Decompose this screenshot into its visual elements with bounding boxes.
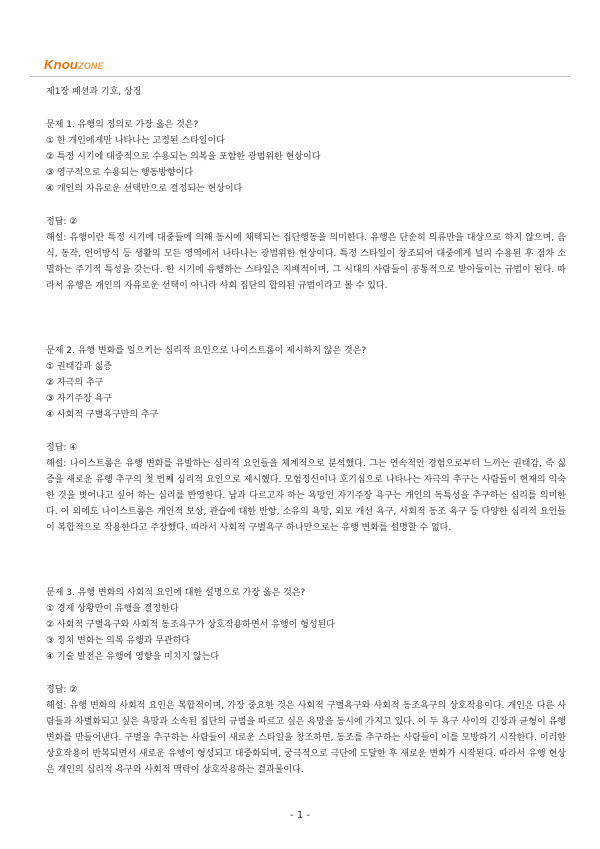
option-item: ② 특정 시기에 대중적으로 수용되는 의복을 포함한 광범위한 현상이다	[46, 152, 321, 162]
option-item: ④ 기술 발전은 유행에 영향을 미치지 않는다	[46, 652, 220, 662]
chapter-title: 제1장 패션과 기호, 상징	[46, 87, 142, 97]
option-item: ④ 사회적 구별욕구만의 추구	[46, 410, 159, 420]
explanation-text: 해설: 유행이란 특정 시기에 대중들에 의해 동시에 채택되는 집단행동을 의미한다. 유행은 단순히 의류만을 대상으로 하지 않으며, 음식, 동작, 언어방식 등 생활의 모든 영역에서 나타나는 광범위한 현상이다. 특정 스타일이 창조되어 대중에게 널리 수용된 후 점차 소멸하는 주기적 특성을 갖는다. 한 시기에 유행하는 스타일은 지배적이며, 그 시대의 사람들이 공통적으로 받아들이는 규범이 된다. 따라서 유행은 개인의 자유로운 선택이 아니라 사회 집단의 합의된 규범이라고 볼 수 있다.	[46, 233, 566, 291]
logo-main: Knou	[44, 57, 79, 72]
option-item: ③ 자기주장 욕구	[46, 394, 112, 404]
option-item: ① 경제 상황만이 유행을 결정한다	[46, 604, 179, 614]
knouzone-logo	[44, 57, 104, 72]
answer-text: 정답: ②	[46, 685, 78, 695]
question-block-3	[46, 585, 566, 778]
header-divider	[30, 76, 570, 77]
answer-text: 정답: ④	[46, 443, 78, 453]
question-spacer	[46, 536, 566, 585]
question-block-2	[46, 343, 566, 536]
option-item: ② 자극의 추구	[46, 378, 104, 388]
logo-sub: ZONE	[78, 61, 104, 71]
question-text: 문제 3. 유행 변화의 사회적 요인에 대한 설명으로 가장 옳은 것은?	[46, 588, 306, 598]
explanation-text: 해설: 나이스트롬은 유행 변화를 유발하는 심리적 요인들을 체계적으로 분석했다. 그는 연속적인 경험으로부터 느끼는 권태감, 즉 싫증을 새로운 유행 추구의 첫 번째 심리적 요인으로 제시했다. 모험정신이나 호기심으로 나타나는 자극의 추구는 사람들이 현재의 익숙한 것을 벗어나고 싶어 하는 심리를 반영한다. 남과 다르고자 하는 욕망인 자기주장 욕구는 개인의 독특성을 추구하는 심리를 의미한다. 이 외에도 나이스트롬은 개인적 보상, 관습에 대한 반항, 소유의 욕망, 외모 개선 욕구, 사회적 동조 욕구 등 다양한 심리적 요인들이 복합적으로 작용한다고 주장했다. 따라서 사회적 구별욕구 하나만으로는 유행 변화를 설명할 수 없다.	[46, 459, 566, 533]
option-item: ① 한 개인에게만 나타나는 고정된 스타일이다	[46, 136, 225, 146]
question-text: 문제 2. 유행 변화를 일으키는 심리적 요인으로 나이스트롬이 제시하지 않은 것은?	[46, 346, 367, 356]
page-number: - 1 -	[290, 810, 310, 821]
option-item: ② 사회적 구별욕구와 사회적 동조욕구가 상호작용하면서 유행이 형성된다	[46, 620, 335, 630]
document-body	[46, 84, 566, 778]
question-text: 문제 1. 유행의 정의로 가장 옳은 것은?	[46, 120, 199, 130]
question-spacer	[46, 294, 566, 343]
explanation-text: 해설: 유행 변화의 사회적 요인은 복합적이며, 가장 중요한 것은 사회적 구별욕구와 사회적 동조욕구의 상호작용이다. 개인은 다른 사람들과 차별화되고 싶은 욕망과 소속된 집단의 규범을 따르고 싶은 욕망을 동시에 가지고 있다. 이 두 욕구 사이의 긴장과 균형이 유행 변화를 만들어낸다. 구별을 추구하는 사람들이 새로운 스타일을 창조하면, 동조를 추구하는 사람들이 이를 모방하기 시작한다. 이러한 상호작용이 반복되면서 새로운 유행이 형성되고 대중화되며, 궁극적으로 극단에 도달한 후 새로운 변화가 시작된다. 따라서 유행 현상은 개인의 심리적 욕구와 사회적 맥락이 상호작용하는 결과물이다.	[46, 701, 566, 775]
option-item: ④ 개인의 자유로운 선택만으로 결정되는 현상이다	[46, 184, 243, 194]
option-item: ③ 정치 변화는 의복 유행과 무관하다	[46, 636, 191, 646]
question-block-1	[46, 117, 566, 294]
option-item: ③ 영구적으로 수용되는 행동방향이다	[46, 168, 194, 178]
answer-text: 정답: ②	[46, 217, 78, 227]
option-item: ① 권태감과 싫증	[46, 362, 112, 372]
